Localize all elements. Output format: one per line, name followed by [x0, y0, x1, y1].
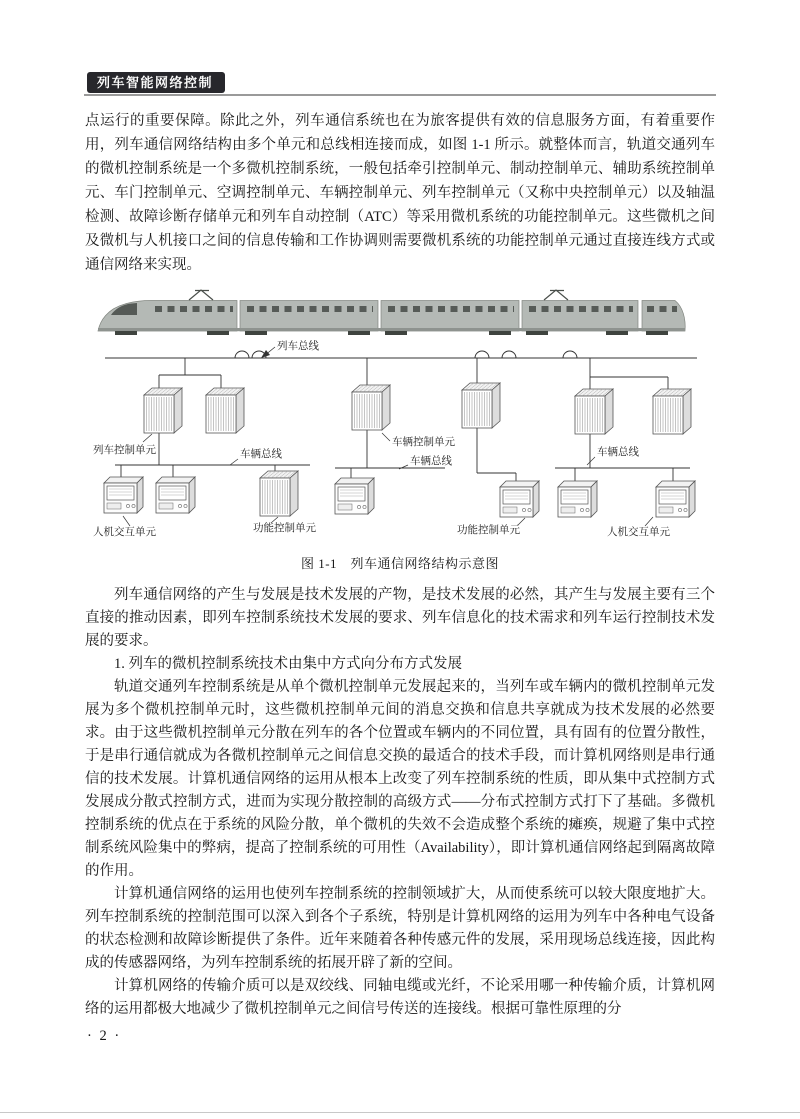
- vehicle-control-cabinet-icon: [575, 389, 613, 434]
- body-text-bottom: [85, 584, 715, 1021]
- page-bottom-rule: [0, 1112, 800, 1113]
- vehicle-control-cabinet-icon: [462, 383, 500, 428]
- body-text-top: [85, 109, 715, 277]
- label-train-bus: 列车总线: [277, 341, 319, 352]
- vehicle-control-cabinet-icon: [352, 385, 390, 430]
- label-train-control-unit: 列车控制单元: [93, 445, 156, 456]
- hmi-display-icon: [558, 481, 597, 517]
- train-bogies: [115, 331, 668, 335]
- label-vehicle-bus-right: 车辆总线: [597, 447, 639, 458]
- function-display-icon: [335, 478, 374, 514]
- function-control-cabinet-icon: [260, 471, 298, 516]
- hmi-display-icon: [156, 477, 195, 513]
- paragraph: 点运行的重要保障。除此之外，列车通信系统也在为旅客提供有效的信息服务方面，有着重要作用，列车通信网络结构由多个单元和总线相连接而成，如图 1-1 所示。就整体而言，轨道交通列车的微机控制系统是一个多微机控制系统，一般包括牵引控制单元、制动控制单元、辅助系统控制单元、车门控制单元、空调控制单元、车辆控制单元、列车控制单元（又称中央控制单元）以及轴温检测、故障诊断存储单元和列车自动控制（ATC）等采用微机系统的功能控制单元。这些微机之间及微机与人机接口之间的信息传输和工作协调则需要微机系统的功能控制单元通过直接连线方式或通信网络来实现。: [85, 113, 715, 273]
- function-display-icon: [500, 481, 539, 517]
- label-hmi-left: 人机交互单元: [93, 527, 156, 538]
- paragraph: 计算机通信网络的运用也使列车控制系统的控制领域扩大，从而使系统可以较大限度地扩大。列车控制系统的控制范围可以深入到各个子系统，特别是计算机网络的运用为列车中各种电气设备的状态检测和故障诊断提供了条件。近年来随着各种传感元件的发展，采用现场总线连接，因此构成的传感器网络，为列车控制系统的拓展开辟了新的空间。: [85, 886, 715, 971]
- paragraph: 轨道交通列车控制系统是从单个微机控制单元发展起来的，当列车或车辆内的微机控制单元发展为多个微机控制单元时，这些微机控制单元间的消息交换和信息共享就成为技术发展的必然要求。由于这些微机控制单元分散在列车的各个位置或车辆内的不同位置，具有固有的位置分散性，于是串行通信就成为各微机控制单元之间信息交换的最适合的技术手段，而计算机网络则是串行通信的技术发展。计算机通信网络的运用从根本上改变了列车控制系统的性质，即从集中式控制方式发展成分散式控制方式，进而为实现分散控制的高级方式——分布式控制方式打下了基础。多微机控制系统的优点在于系统的风险分散，单个微机的失效不会造成整个系统的瘫痪，规避了集中式控制系统风险集中的弊病，提高了控制系统的可用性（Availability），即计算机通信网络起到隔离故障的作用。: [85, 679, 715, 879]
- page-number: · 2 ·: [87, 1028, 122, 1044]
- label-vehicle-bus-mid: 车辆总线: [410, 456, 452, 467]
- figure-caption: 图 1-1 列车通信网络结构示意图: [300, 556, 500, 571]
- hmi-display-icon: [656, 481, 695, 517]
- figure-1-1: [85, 285, 715, 572]
- paragraph: 列车通信网络的产生与发展是技术发展的产物，是技术发展的必然，其产生与发展主要有三个直接的推动因素，即列车控制系统技术发展的要求、列车信息化的技术需求和列车运行控制技术发展的要求。: [85, 587, 715, 649]
- figure-diagram: [85, 285, 715, 547]
- label-function-left: 功能控制单元: [253, 523, 316, 534]
- label-hmi-right: 人机交互单元: [607, 527, 670, 538]
- train-control-cabinet-icon: [144, 388, 182, 433]
- chapter-badge: 列车智能网络控制: [87, 72, 225, 93]
- hmi-display-icon: [104, 477, 143, 513]
- train-control-cabinet-icon: [206, 388, 244, 433]
- train-bus-line: [105, 347, 697, 358]
- label-function-mid: 功能控制单元: [457, 525, 520, 536]
- label-vehicle-bus-left: 车辆总线: [240, 449, 282, 460]
- page-header: [84, 72, 716, 96]
- paragraph: 计算机网络的传输介质可以是双绞线、同轴电缆或光纤，不论采用哪一种传输介质，计算机网络的运用都极大地减少了微机控制单元之间信号传送的连接线。根据可靠性原理的分: [85, 978, 715, 1017]
- section-heading: 1. 列车的微机控制系统技术由集中方式向分布方式发展: [114, 656, 462, 672]
- label-vehicle-control-unit: 车辆控制单元: [392, 437, 455, 448]
- train-illustration: [98, 290, 685, 335]
- pantograph-icon: [189, 290, 213, 300]
- pantograph-icon: [544, 290, 568, 300]
- vehicle-control-cabinet-icon: [653, 389, 691, 434]
